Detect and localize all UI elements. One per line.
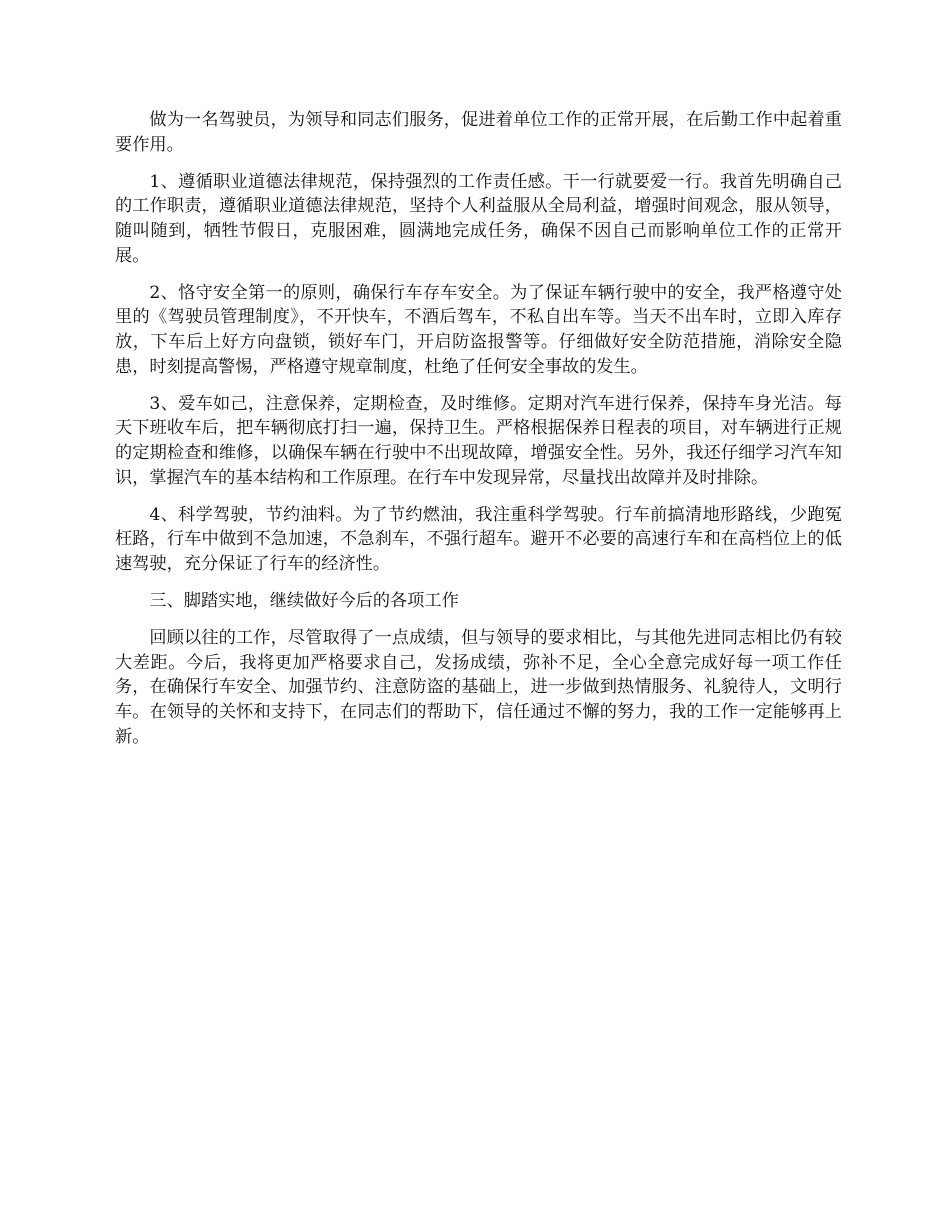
paragraph-item-4: 4、科学驾驶，节约油料。为了节约燃油，我注重科学驾驶。行车前搞清地形路线，少跑冤枉路，行车中做到不急加速，不急刹车，不强行超车。避开不必要的高速行车和在高档位上的低速驾驶，充分保证了行车的经济性。	[115, 504, 842, 574]
document-body	[115, 108, 842, 762]
paragraph-conclusion: 回顾以往的工作，尽管取得了一点成绩，但与领导的要求相比，与其他先进同志相比仍有较大差距。今后，我将更加严格要求自己，发扬成绩，弥补不足，全心全意完成好每一项工作任务，在确保行车安全、加强节约、注意防盗的基础上，进一步做到热情服务、礼貌待人，文明行车。在领导的关怀和支持下，在同志们的帮助下，信任通过不懈的努力，我的工作一定能够再上新。	[115, 628, 842, 747]
paragraph-item-2: 2、恪守安全第一的原则，确保行车存车安全。为了保证车辆行驶中的安全，我严格遵守处里的《驾驶员管理制度》，不开快车，不酒后驾车，不私自出车等。当天不出车时，立即入库存放，下车后上好方向盘锁，锁好车门，开启防盗报警等。仔细做好安全防范措施，消除安全隐患，时刻提高警惕，严格遵守规章制度，杜绝了任何安全事故的发生。	[115, 282, 842, 377]
paragraph-item-1: 1、遵循职业道德法律规范，保持强烈的工作责任感。干一行就要爱一行。我首先明确自己的工作职责，遵循职业道德法律规范，坚持个人利益服从全局利益，增强时间观念，服从领导，随叫随到，牺牲节假日，克服困难，圆满地完成任务，确保不因自己而影响单位工作的正常开展。	[115, 171, 842, 266]
paragraph-intro: 做为一名驾驶员，为领导和同志们服务，促进着单位工作的正常开展，在后勤工作中起着重要作用。	[115, 110, 842, 155]
paragraph-item-3: 3、爱车如己，注意保养，定期检查，及时维修。定期对汽车进行保养，保持车身光洁。每天下班收车后，把车辆彻底打扫一遍，保持卫生。严格根据保养日程表的项目，对车辆进行正规的定期检查和维修，以确保车辆在行驶中不出现故障，增强安全性。另外，我还仔细学习汽车知识，掌握汽车的基本结构和工作原理。在行车中发现异常，尽量找出故障并及时排除。	[115, 393, 842, 488]
section-heading-3: 三、脚踏实地，继续做好今后的各项工作	[149, 591, 459, 612]
